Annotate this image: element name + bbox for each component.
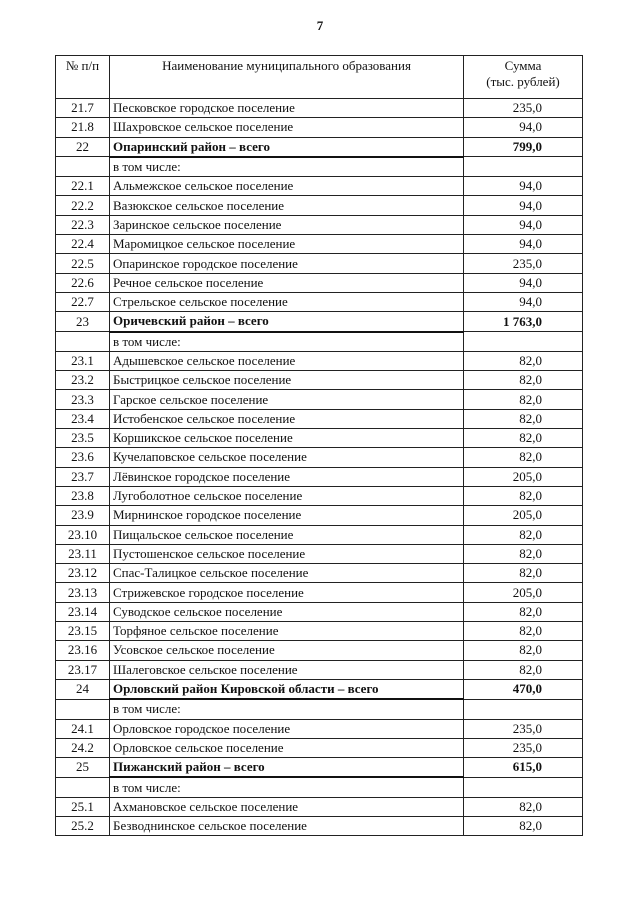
- row-name: Речное сельское поселение: [110, 273, 464, 292]
- row-number: 23.17: [56, 660, 110, 679]
- row-name: Усовское сельское поселение: [110, 641, 464, 660]
- row-amount: 82,0: [464, 602, 583, 621]
- table-row: [56, 371, 583, 390]
- row-amount: 82,0: [464, 409, 583, 428]
- table-row: [56, 215, 583, 234]
- row-name: Опаринское городское поселение: [110, 254, 464, 273]
- row-amount: 235,0: [464, 254, 583, 273]
- table-row: [56, 641, 583, 660]
- row-amount: 205,0: [464, 467, 583, 486]
- table-row: [56, 564, 583, 583]
- table-row: [56, 738, 583, 757]
- table-row: [56, 486, 583, 505]
- row-amount: 94,0: [464, 273, 583, 292]
- row-number: 23: [56, 312, 110, 332]
- table-row: [56, 351, 583, 370]
- row-amount: 82,0: [464, 390, 583, 409]
- row-number: 22.5: [56, 254, 110, 273]
- table-row: [56, 506, 583, 525]
- row-name: Стрижевское городское поселение: [110, 583, 464, 602]
- row-name: в том числе:: [110, 699, 464, 719]
- table-row: [56, 719, 583, 738]
- row-amount: 94,0: [464, 196, 583, 215]
- row-name: Опаринский район – всего: [110, 137, 464, 157]
- row-amount: 82,0: [464, 622, 583, 641]
- row-amount: 82,0: [464, 448, 583, 467]
- row-amount: 235,0: [464, 99, 583, 118]
- row-name: Вазюкское сельское поселение: [110, 196, 464, 215]
- row-amount: 94,0: [464, 292, 583, 311]
- header-num: № п/п: [56, 56, 110, 99]
- row-name: Мирнинское городское поселение: [110, 506, 464, 525]
- row-amount: 94,0: [464, 235, 583, 254]
- row-number: 22.6: [56, 273, 110, 292]
- table-row: [56, 583, 583, 602]
- row-number: [56, 777, 110, 797]
- row-number: 23.2: [56, 371, 110, 390]
- row-name: в том числе:: [110, 777, 464, 797]
- row-name: Пищальское сельское поселение: [110, 525, 464, 544]
- row-number: 23.14: [56, 602, 110, 621]
- row-amount: [464, 157, 583, 177]
- row-number: 22.3: [56, 215, 110, 234]
- header-sum-line2: (тыс. рублей): [486, 74, 560, 89]
- header-sum: [464, 56, 583, 99]
- row-amount: 235,0: [464, 719, 583, 738]
- row-number: 23.12: [56, 564, 110, 583]
- table-row: [56, 235, 583, 254]
- row-number: 23.9: [56, 506, 110, 525]
- table-row: [56, 254, 583, 273]
- row-number: 21.8: [56, 118, 110, 137]
- row-amount: 799,0: [464, 137, 583, 157]
- row-number: 24.2: [56, 738, 110, 757]
- row-amount: [464, 332, 583, 352]
- row-name: Оричевский район – всего: [110, 312, 464, 332]
- row-name: Спас-Талицкое сельское поселение: [110, 564, 464, 583]
- table-row: [56, 292, 583, 311]
- row-number: 22.1: [56, 177, 110, 196]
- row-number: 23.5: [56, 429, 110, 448]
- row-amount: 82,0: [464, 816, 583, 835]
- row-number: 23.4: [56, 409, 110, 428]
- row-number: 24.1: [56, 719, 110, 738]
- row-name: Песковское городское поселение: [110, 99, 464, 118]
- row-amount: 82,0: [464, 525, 583, 544]
- table-row: [56, 118, 583, 137]
- row-name: Орловское городское поселение: [110, 719, 464, 738]
- row-name: Маромицкое сельское поселение: [110, 235, 464, 254]
- row-number: [56, 699, 110, 719]
- row-number: 21.7: [56, 99, 110, 118]
- row-amount: 82,0: [464, 429, 583, 448]
- table-row: [56, 448, 583, 467]
- table-header: [56, 56, 583, 99]
- table-row: [56, 429, 583, 448]
- row-name: Торфяное сельское поселение: [110, 622, 464, 641]
- row-name: Пустошенское сельское поселение: [110, 544, 464, 563]
- table-row: [56, 390, 583, 409]
- table-row: [56, 544, 583, 563]
- row-number: 23.3: [56, 390, 110, 409]
- row-number: 23.1: [56, 351, 110, 370]
- row-number: 23.10: [56, 525, 110, 544]
- table-row: [56, 177, 583, 196]
- row-number: 22.7: [56, 292, 110, 311]
- row-name: Кучелаповское сельское поселение: [110, 448, 464, 467]
- row-amount: 205,0: [464, 506, 583, 525]
- table-row: [56, 196, 583, 215]
- row-name: Орловский район Кировской области – всего: [110, 679, 464, 699]
- row-number: 23.13: [56, 583, 110, 602]
- row-name: Ахмановское сельское поселение: [110, 797, 464, 816]
- row-name: Пижанский район – всего: [110, 758, 464, 778]
- row-amount: 470,0: [464, 679, 583, 699]
- table-row: [56, 332, 583, 352]
- row-number: 22.4: [56, 235, 110, 254]
- row-number: 23.15: [56, 622, 110, 641]
- row-number: 22.2: [56, 196, 110, 215]
- table-row: [56, 797, 583, 816]
- row-name: Адышевское сельское поселение: [110, 351, 464, 370]
- row-amount: 94,0: [464, 215, 583, 234]
- municipal-funding-table: [55, 55, 583, 836]
- row-amount: 82,0: [464, 351, 583, 370]
- row-number: 24: [56, 679, 110, 699]
- row-number: 25: [56, 758, 110, 778]
- row-number: [56, 332, 110, 352]
- table-row: [56, 699, 583, 719]
- row-amount: 615,0: [464, 758, 583, 778]
- row-name: Шалеговское сельское поселение: [110, 660, 464, 679]
- table-body: [56, 99, 583, 836]
- row-name: в том числе:: [110, 332, 464, 352]
- table-row: [56, 622, 583, 641]
- row-amount: 82,0: [464, 641, 583, 660]
- table-row: [56, 157, 583, 177]
- row-number: 23.7: [56, 467, 110, 486]
- row-amount: 94,0: [464, 177, 583, 196]
- row-amount: 1 763,0: [464, 312, 583, 332]
- row-number: 23.16: [56, 641, 110, 660]
- table-row: [56, 467, 583, 486]
- table-row: [56, 273, 583, 292]
- row-amount: [464, 777, 583, 797]
- row-name: в том числе:: [110, 157, 464, 177]
- row-name: Лугоболотное сельское поселение: [110, 486, 464, 505]
- header-name: Наименование муниципального образования: [110, 56, 464, 99]
- table-row-district-total: [56, 758, 583, 778]
- row-name: Шахровское сельское поселение: [110, 118, 464, 137]
- table-row: [56, 602, 583, 621]
- row-number: 23.8: [56, 486, 110, 505]
- row-amount: 235,0: [464, 738, 583, 757]
- row-amount: 82,0: [464, 486, 583, 505]
- table-row: [56, 660, 583, 679]
- row-number: 25.2: [56, 816, 110, 835]
- row-name: Суводское сельское поселение: [110, 602, 464, 621]
- table-row-district-total: [56, 137, 583, 157]
- table-row-district-total: [56, 679, 583, 699]
- page-number: 7: [316, 18, 324, 33]
- row-name: Истобенское сельское поселение: [110, 409, 464, 428]
- row-name: Лёвинское городское поселение: [110, 467, 464, 486]
- row-amount: [464, 699, 583, 719]
- row-name: Безводнинское сельское поселение: [110, 816, 464, 835]
- row-amount: 82,0: [464, 544, 583, 563]
- table-row: [56, 525, 583, 544]
- table-row: [56, 816, 583, 835]
- row-amount: 94,0: [464, 118, 583, 137]
- table-row-district-total: [56, 312, 583, 332]
- row-name: Коршикское сельское поселение: [110, 429, 464, 448]
- table-row: [56, 99, 583, 118]
- header-sum-line1: Сумма: [504, 58, 542, 73]
- row-number: [56, 157, 110, 177]
- row-number: 23.6: [56, 448, 110, 467]
- row-number: 22: [56, 137, 110, 157]
- table-row: [56, 777, 583, 797]
- table-row: [56, 409, 583, 428]
- row-name: Гарское сельское поселение: [110, 390, 464, 409]
- row-name: Альмежское сельское поселение: [110, 177, 464, 196]
- row-number: 23.11: [56, 544, 110, 563]
- row-name: Заринское сельское поселение: [110, 215, 464, 234]
- row-name: Орловское сельское поселение: [110, 738, 464, 757]
- row-name: Стрельское сельское поселение: [110, 292, 464, 311]
- row-amount: 82,0: [464, 564, 583, 583]
- row-name: Быстрицкое сельское поселение: [110, 371, 464, 390]
- row-amount: 82,0: [464, 797, 583, 816]
- row-amount: 82,0: [464, 660, 583, 679]
- row-number: 25.1: [56, 797, 110, 816]
- row-amount: 205,0: [464, 583, 583, 602]
- row-amount: 82,0: [464, 371, 583, 390]
